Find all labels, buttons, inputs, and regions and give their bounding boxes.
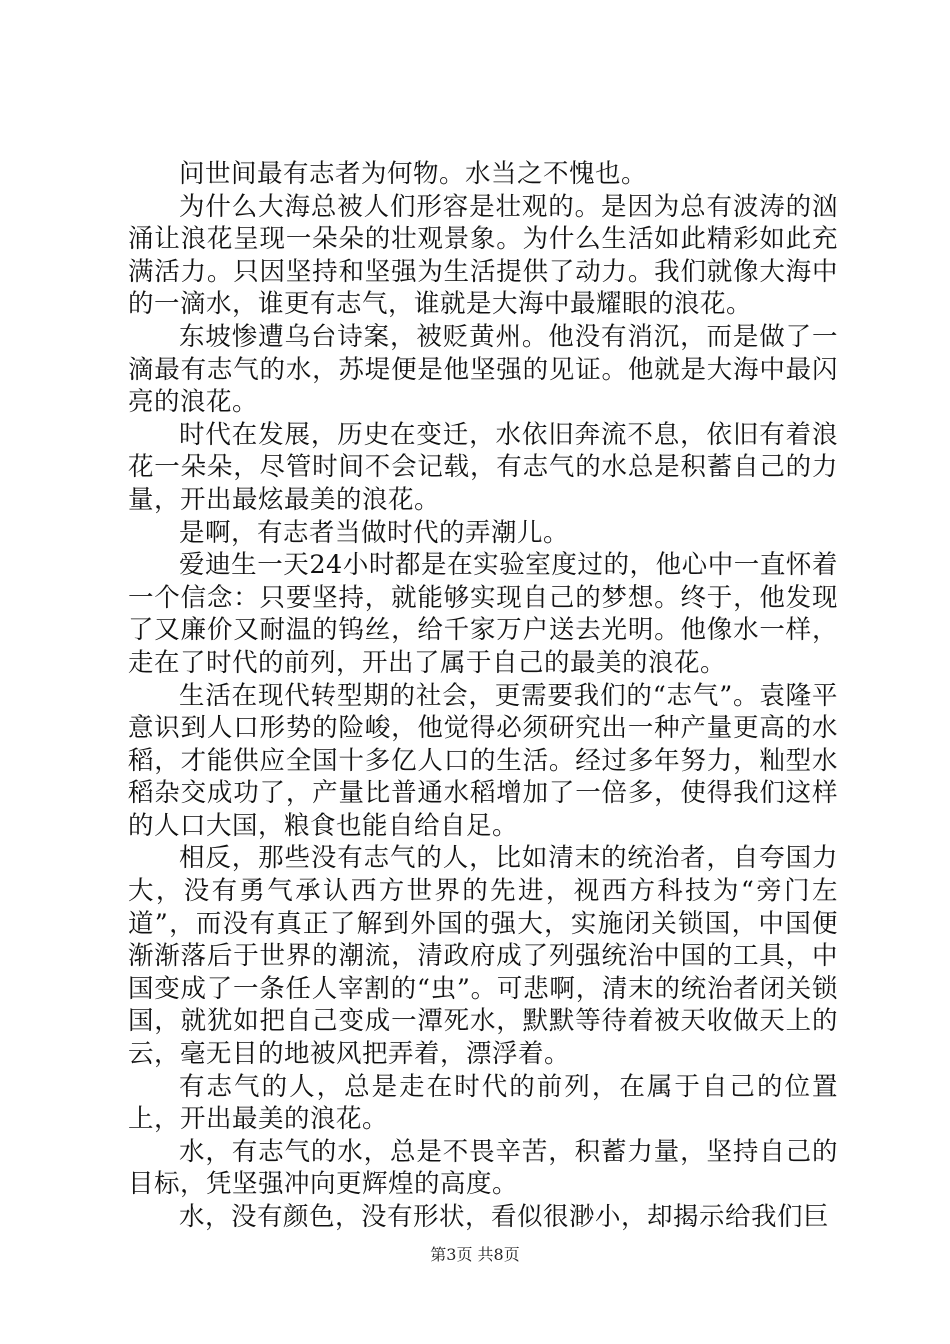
essay-body [128,158,838,1234]
paragraph-10: 水，有志气的水，总是不畏辛苦，积蓄力量，坚持自己的目标，凭坚强冲向更辉煌的高度。 [128,1136,838,1200]
paragraph-9: 有志气的人，总是走在时代的前列，在属于自己的位置上，开出最美的浪花。 [128,1071,838,1135]
paragraph-6: 爱迪生一天24小时都是在实验室度过的，他心中一直怀着一个信念：只要坚持，就能够实现自己的梦想。终于，他发现了又廉价又耐温的钨丝，给千家万户送去光明。他像水一样，走在了时代的前列，开出了属于自己的最美的浪花。 [128,550,838,678]
paragraph-2: 为什么大海总被人们形容是壮观的。是因为总有波涛的汹涌让浪花呈现一朵朵的壮观景象。为什么生活如此精彩如此充满活力。只因坚持和坚强为生活提供了动力。我们就像大海中的一滴水，谁更有志气，谁就是大海中最耀眼的浪花。 [128,191,838,320]
paragraph-8: 相反，那些没有志气的人，比如清末的统治者，自夸国力大，没有勇气承认西方世界的先进，视西方科技为“旁门左道”，而没有真正了解到外国的强大，实施闭关锁国，中国便渐渐落后于世界的潮流，清政府成了列强统治中国的工具，中国变成了一条任人宰割的“虫”。可悲啊，清末的统治者闭关锁国，就犹如把自己变成一潭死水，默默等待着被天收做天上的云，毫无目的地被风把弄着，漂浮着。 [128,843,838,1070]
paragraph-3: 东坡惨遭乌台诗案，被贬黄州。他没有消沉，而是做了一滴最有志气的水，苏堤便是他坚强的见证。他就是大海中最闪亮的浪花。 [128,321,838,418]
paragraph-1: 问世间最有志者为何物。水当之不愧也。 [179,159,648,189]
paragraph-7: 生活在现代转型期的社会，更需要我们的“志气”。袁隆平意识到人口形势的险峻，他觉得必须研究出一种产量更高的水稻，才能供应全国十多亿人口的生活。经过多年努力，籼型水稻杂交成功了，产量比普通水稻增加了一倍多，使得我们这样的人口大国，粮食也能自给自足。 [128,680,838,841]
paragraph-11: 水，没有颜色，没有形状，看似很渺小，却揭示给我们巨 [179,1202,830,1232]
paragraph-5: 是啊，有志者当做时代的弄潮儿。 [179,517,570,548]
page-number-footer: 第3页 共8页 [430,1245,520,1264]
paragraph-4: 时代在发展，历史在变迁，水依旧奔流不息，依旧有着浪花一朵朵，尽管时间不会记载，有志气的水总是积蓄自己的力量，开出最炫最美的浪花。 [128,419,838,515]
